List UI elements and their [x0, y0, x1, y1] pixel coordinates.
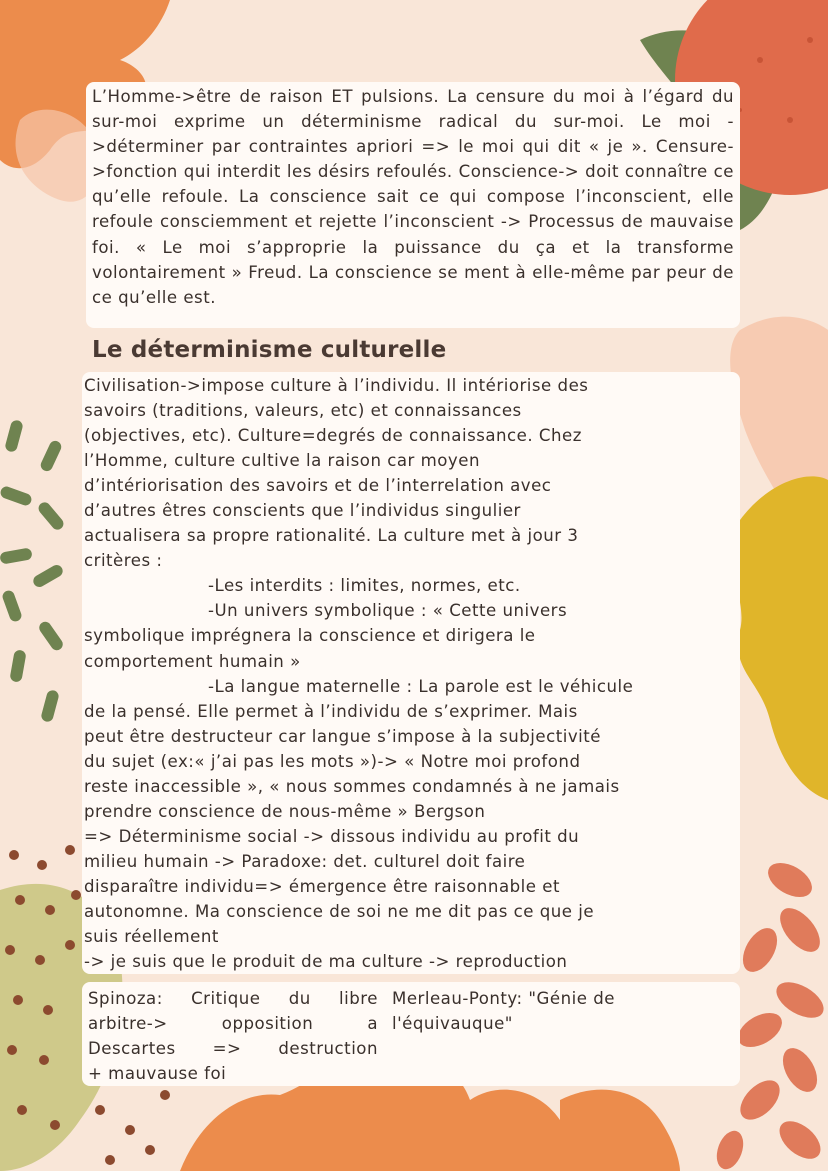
notes-card [82, 982, 740, 1086]
body-line: symbolique imprégnera la conscience et dirigera le [84, 626, 536, 646]
body-line: l’Homme, culture cultive la raison car moyen [84, 451, 480, 471]
note-word: Critique [191, 989, 261, 1008]
body-line: actualisera sa propre rationalité. La culture met à jour 3 [84, 526, 579, 546]
intro-card [86, 82, 740, 328]
body-line: -> je suis que le produit de ma culture -> reproduction [84, 952, 568, 972]
body-line: d’autres êtres conscients que l’individus singulier [84, 501, 521, 521]
body-line: d’intériorisation des savoirs et de l’interrelation avec [84, 476, 552, 496]
note-word: opposition [221, 1014, 314, 1033]
notes-right-line: l'équivauque" [392, 1014, 513, 1033]
note-word: Spinoza: [88, 989, 163, 1008]
notes-left-column [88, 986, 378, 1086]
body-line: reste inaccessible », « nous sommes condamnés à ne jamais [84, 776, 620, 796]
note-word: => [212, 1039, 242, 1058]
notes-left-row: + mauvause foi [88, 1064, 227, 1083]
section-body-card [82, 372, 740, 974]
body-line: disparaître individu=> émergence être raisonnable et [84, 876, 560, 896]
body-line: autonomne. Ma conscience de soi ne me dit pas ce que je [84, 901, 595, 921]
list-item-interdits: -Les interdits : limites, normes, etc. [208, 576, 521, 596]
body-line: => Déterminisme social -> dissous individu au profit du [84, 826, 580, 846]
notes-right-column [392, 986, 692, 1036]
body-line: critères : [84, 551, 163, 571]
body-line: savoirs (traditions, valeurs, etc) et connaissances [84, 401, 522, 421]
notes-left-row [88, 1036, 378, 1061]
body-line: de la pensé. Elle permet à l’individu de s’exprimer. Mais [84, 701, 578, 721]
list-item-langue-maternelle: -La langue maternelle : La parole est le véhicule [208, 676, 634, 696]
mustard-leaf-shape-right [733, 476, 828, 800]
body-line: du sujet (ex:« j’ai pas les mots »)-> « Notre moi profond [84, 751, 581, 771]
note-word: libre [339, 989, 378, 1008]
notes-left-row [88, 986, 378, 1011]
note-word: arbitre-> [88, 1014, 168, 1033]
body-line: peut être destructeur car langue s’impose à la subjectivité [84, 726, 602, 746]
notes-right-line: Merleau-Ponty: "Génie de [392, 989, 615, 1008]
body-line: comportement humain » [84, 651, 301, 671]
notes-left-row [88, 1011, 378, 1036]
body-line: Civilisation->impose culture à l’individu. Il intériorise des [84, 376, 589, 395]
body-line: (objectives, etc). Culture=degrés de connaissance. Chez [84, 426, 582, 446]
note-word: Descartes [88, 1039, 176, 1058]
green-dash-pattern-left [0, 419, 66, 723]
body-line: prendre conscience de nous-même » Bergson [84, 801, 486, 821]
body-line: milieu humain -> Paradoxe: det. culturel doit faire [84, 851, 526, 871]
intro-paragraph: L’Homme->être de raison ET pulsions. La censure du moi à l’égard du sur-moi exprime un déterminisme radical du sur-moi. Le moi ->déterminer par contraintes apriori => le moi qui dit « je ». Censure->fonction qui interdit les désirs refoulés. Conscience-> doit connaître ce qu’elle refoule. La conscience sait ce qui compose l’inconscient, elle refoule consciemment et rejette l’inconscient -> Processus de mauvaise foi. « Le moi s’approprie la puissance du ça et la transforme volontairement » Freud. La conscience se ment à elle-même par peur de ce qu’elle est. [92, 87, 734, 307]
note-word: destruction [278, 1039, 378, 1058]
body-line: suis réellement [84, 927, 219, 947]
section-heading: Le déterminisme culturelle [92, 337, 447, 363]
note-word: du [288, 989, 311, 1008]
orange-leaf-shape-bottom-right [560, 1090, 680, 1171]
list-item-univers-symbolique: -Un univers symbolique : « Cette univers [208, 601, 568, 621]
note-word: a [367, 1014, 378, 1033]
